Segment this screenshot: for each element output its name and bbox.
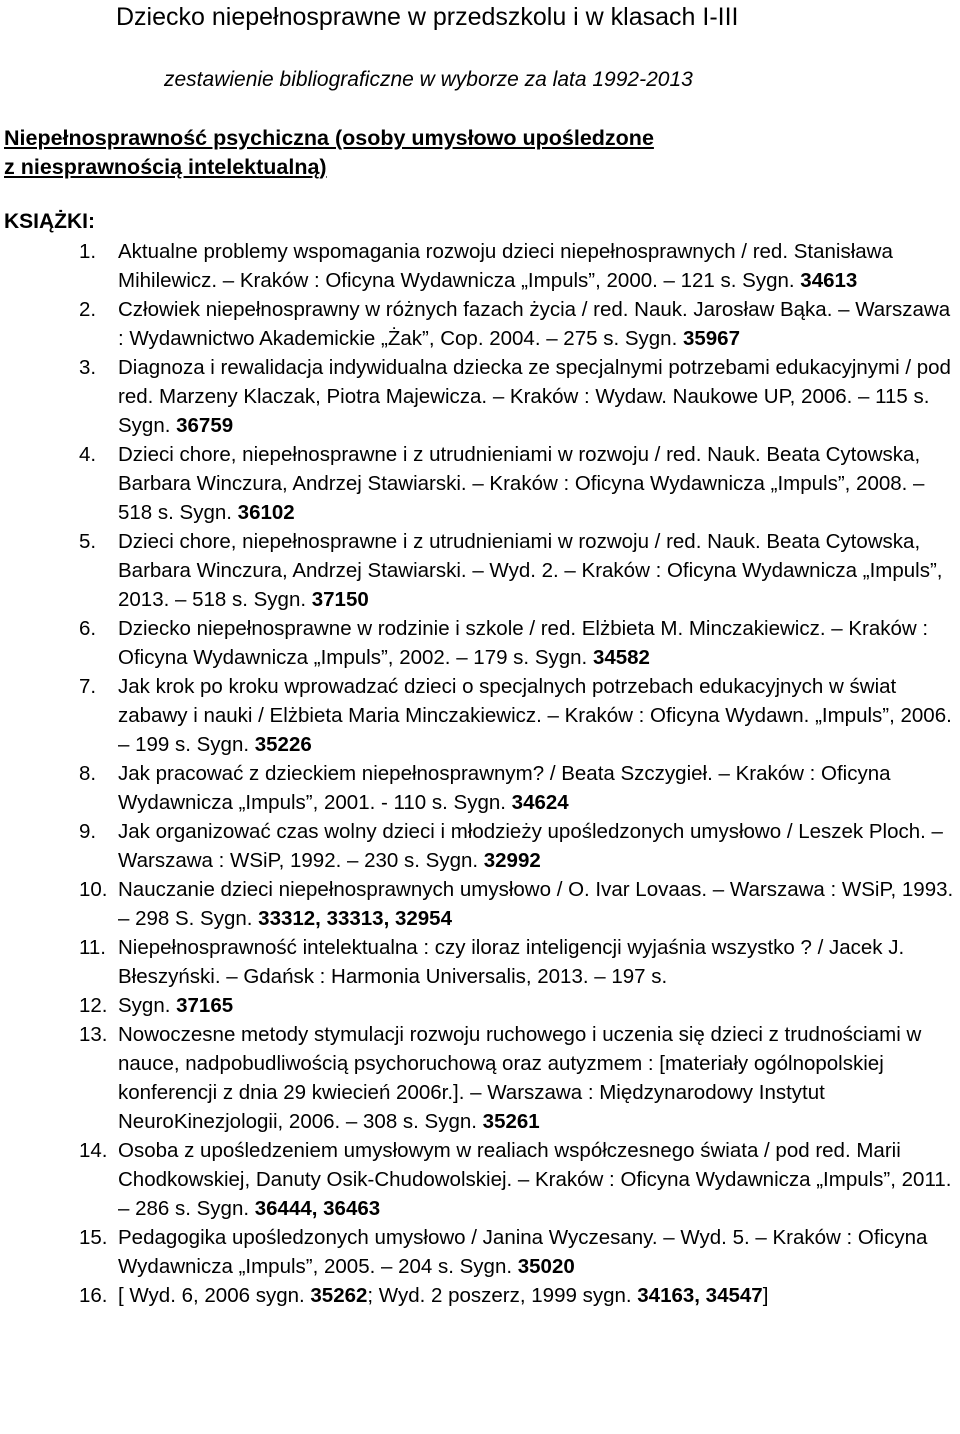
call-number: 35226 — [249, 733, 312, 756]
entry-text: [ Wyd. 6, 2006 sygn. 35262; Wyd. 2 poszerz, 1999 sygn. 34163, 34547] — [118, 1284, 769, 1307]
entry-number: 2. — [79, 298, 97, 321]
entry-text: Sygn. 37165 — [118, 994, 234, 1017]
call-number: 35261 — [476, 1110, 540, 1133]
call-number: 34624 — [505, 791, 569, 814]
list-item — [0, 1020, 960, 1136]
list-item — [0, 672, 960, 759]
entry-text: Aktualne problemy wspomagania rozwoju dzieci niepełnosprawnych / red. Stanisława Mihilewicz. – Kraków : Oficyna Wydawnicza „Impuls”, 2000. – 121 s. Sygn. 34613 — [118, 240, 893, 292]
section-heading-line-2: z niesprawnością intelektualną) — [4, 155, 327, 179]
entry-text: Dzieci chore, niepełnosprawne i z utrudnieniami w rozwoju / red. Nauk. Beata Cytowska, Barbara Winczura, Andrzej Stawiarski. – Wyd. 2. – Kraków : Oficyna Wydawnicza „Impuls”, 2013. – 518 s. Sygn. 37150 — [118, 530, 943, 611]
entry-text: Osoba z upośledzeniem umysłowym w realiach współczesnego świata / pod red. Marii Chodkowskiej, Danuty Osik-Chudowolskiej. – Kraków : Oficyna Wydawnicza „Impuls”, 2011. – 286 s. Sygn. 36444, 36463 — [118, 1139, 952, 1220]
entry-number: 12. — [79, 994, 108, 1017]
call-number: 33312, 33313, 32954 — [252, 907, 452, 930]
bibliography-list — [0, 237, 960, 1310]
entry-number: 1. — [79, 240, 97, 263]
list-item — [0, 614, 960, 672]
list-item — [0, 237, 960, 295]
entry-text: Jak krok po kroku wprowadzać dzieci o specjalnych potrzebach edukacyjnych w świat zabawy i nauki / Elżbieta Maria Minczakiewicz. – Kraków : Oficyna Wydawn. „Impuls”, 2006. – 199 s. Sygn. 35226 — [118, 675, 952, 756]
list-item — [0, 1223, 960, 1281]
entry-number: 5. — [79, 530, 97, 553]
entry-number: 11. — [79, 936, 106, 959]
document-subtitle: zestawienie bibliograficzne w wyborze za lata 1992-2013 — [164, 68, 693, 91]
call-number: 32992 — [478, 849, 541, 872]
list-item — [0, 353, 960, 440]
entry-number: 14. — [79, 1139, 108, 1162]
section-heading — [4, 124, 654, 182]
entry-number: 8. — [79, 762, 97, 785]
entry-text: Jak organizować czas wolny dzieci i młodzieży upośledzonych umysłowo / Leszek Ploch. – Warszawa : WSiP, 1992. – 230 s. Sygn. 32992 — [118, 820, 943, 872]
entry-number: 6. — [79, 617, 97, 640]
call-number: 35967 — [677, 327, 740, 350]
entry-text: Dzieci chore, niepełnosprawne i z utrudnieniami w rozwoju / red. Nauk. Beata Cytowska, Barbara Winczura, Andrzej Stawiarski. – Kraków : Oficyna Wydawnicza „Impuls”, 2008. – 518 s. Sygn. 36102 — [118, 443, 925, 524]
entry-number: 10. — [79, 878, 108, 901]
list-item — [0, 759, 960, 817]
entry-number: 4. — [79, 443, 97, 466]
list-item — [0, 1136, 960, 1223]
call-number: 34582 — [587, 646, 650, 669]
call-number: 36759 — [170, 414, 234, 437]
entry-text: Jak pracować z dzieckiem niepełnosprawnym? / Beata Szczygieł. – Kraków : Oficyna Wydawnicza „Impuls”, 2001. - 110 s. Sygn. 34624 — [118, 762, 891, 814]
section-heading-line-1: Niepełnosprawność psychiczna (osoby umysłowo upośledzone — [4, 126, 654, 150]
entry-number: 3. — [79, 356, 97, 379]
entry-number: 15. — [79, 1226, 108, 1249]
call-number: 35020 — [512, 1255, 575, 1278]
list-item — [0, 440, 960, 527]
list-item — [0, 991, 960, 1020]
call-number: 36444, 36463 — [249, 1197, 381, 1220]
call-number: 36102 — [231, 501, 295, 524]
call-number: 37165 — [170, 994, 234, 1017]
entry-text: Niepełnosprawność intelektualna : czy iloraz inteligencji wyjaśnia wszystko ? / Jacek J. Błeszyński. – Gdańsk : Harmonia Universalis, 2013. – 197 s. — [118, 936, 905, 988]
entry-number: 7. — [79, 675, 97, 698]
list-item — [0, 295, 960, 353]
entry-text: Diagnoza i rewalidacja indywidualna dziecka ze specjalnymi potrzebami edukacyjnymi / pod red. Marzeny Klaczak, Piotra Majewicza. – Kraków : Wydaw. Naukowe UP, 2006. – 115 s. Sygn. 36759 — [118, 356, 951, 437]
call-number: 37150 — [306, 588, 369, 611]
entry-text: Nowoczesne metody stymulacji rozwoju ruchowego i uczenia się dzieci z trudnościami w nauce, nadpobudliwością psychoruchową oraz autyzmem : [materiały ogólnopolskiej konferencji z dnia 29 kwiecień 2006r.]. – Warszawa : Międzynarodowy Instytut NeuroKinezjologii, 2006. – 308 s. Sygn. 35261 — [118, 1023, 922, 1133]
list-item — [0, 1281, 960, 1310]
entry-number: 9. — [79, 820, 97, 843]
call-number: 35262 — [304, 1284, 368, 1307]
entry-text: Człowiek niepełnosprawny w różnych fazach życia / red. Nauk. Jarosław Bąka. – Warszawa : Wydawnictwo Akademickie „Żak”, Cop. 2004. – 275 s. Sygn. 35967 — [118, 298, 951, 350]
list-item — [0, 527, 960, 614]
entry-number: 16. — [79, 1284, 108, 1307]
entry-text: Nauczanie dzieci niepełnosprawnych umysłowo / O. Ivar Lovaas. – Warszawa : WSiP, 1993. – 298 S. Sygn. 33312, 33313, 32954 — [118, 878, 954, 930]
entry-number: 13. — [79, 1023, 108, 1046]
books-label: KSIĄŻKI: — [4, 210, 95, 233]
list-item — [0, 875, 960, 933]
entry-text: Pedagogika upośledzonych umysłowo / Janina Wyczesany. – Wyd. 5. – Kraków : Oficyna Wydawnicza „Impuls”, 2005. – 204 s. Sygn. 35020 — [118, 1226, 928, 1278]
entry-text: Dziecko niepełnosprawne w rodzinie i szkole / red. Elżbieta M. Minczakiewicz. – Kraków : Oficyna Wydawnicza „Impuls”, 2002. – 179 s. Sygn. 34582 — [118, 617, 929, 669]
list-item — [0, 817, 960, 875]
call-number: 34613 — [794, 269, 858, 292]
call-number: 34163, 34547 — [631, 1284, 763, 1307]
list-item — [0, 933, 960, 991]
document-title: Dziecko niepełnosprawne w przedszkolu i w klasach I-III — [116, 3, 739, 31]
